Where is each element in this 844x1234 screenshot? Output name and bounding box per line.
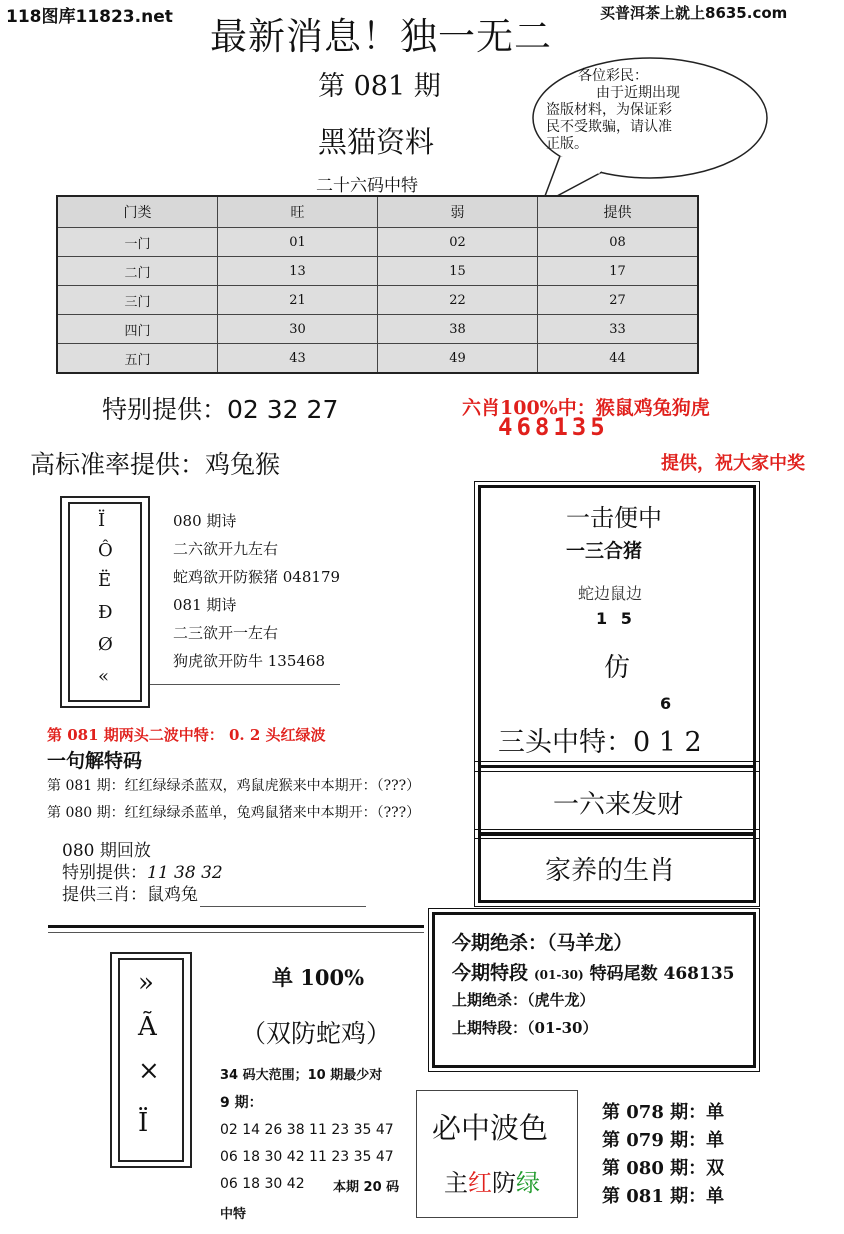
single-100: 单 100% bbox=[272, 965, 365, 990]
high-accuracy-line: 高标准率提供：鸡兔猴 bbox=[30, 450, 281, 479]
table-cell: 四门 bbox=[57, 315, 217, 344]
wave-subtitle bbox=[444, 1163, 540, 1198]
wave-red: 红 bbox=[468, 1169, 492, 1197]
poem-line: 二三欲开一左右 bbox=[173, 624, 279, 642]
issue-number: 第 081 期 bbox=[318, 71, 441, 102]
poem-line: 080 期诗 bbox=[173, 512, 237, 530]
range-tail: 本期 20 码 bbox=[333, 1180, 400, 1195]
col-header: 弱 bbox=[377, 196, 537, 228]
range-title: 34 码大范围；10 期最少对 bbox=[220, 1068, 383, 1083]
poem-line: 蛇鸡欲开防猴猪 048179 bbox=[173, 568, 341, 586]
number-table bbox=[56, 195, 699, 374]
kill-line: 上期绝杀：（虎牛龙） bbox=[452, 991, 595, 1009]
table-cell: 13 bbox=[217, 257, 377, 286]
issue-line: 第 081 期：红红绿绿杀蓝双，鸡鼠虎猴来中本期开：（???） bbox=[47, 778, 421, 794]
bubble-line: 由于近期出现 bbox=[596, 85, 680, 101]
three-heads-line: 三头中特：0 1 2 bbox=[498, 727, 702, 758]
table-cell: 二门 bbox=[57, 257, 217, 286]
poem-ornament-box bbox=[60, 496, 150, 708]
kill-segment-tail: 特码尾数 468135 bbox=[589, 964, 735, 984]
kill-segment-range: (01-30) bbox=[533, 968, 584, 982]
ornament-glyph: Ï bbox=[98, 510, 106, 531]
bubble-line: 各位彩民： bbox=[578, 68, 648, 84]
table-row bbox=[57, 228, 698, 257]
table-cell: 27 bbox=[537, 286, 698, 315]
red-note: 第 081 期两头二波中特： 0. 2 头红绿波 bbox=[47, 726, 326, 744]
table-cell: 17 bbox=[537, 257, 698, 286]
table-cell: 30 bbox=[217, 315, 377, 344]
ornament-glyph: Ô bbox=[98, 540, 113, 561]
ornament-glyph: Ð bbox=[98, 602, 113, 623]
one-sentence-title: 一句解特码 bbox=[47, 750, 143, 772]
headline: 最新消息！独一无二 bbox=[210, 15, 552, 58]
table-row bbox=[57, 257, 698, 286]
kill-segment-label: 今期特段 bbox=[452, 962, 529, 984]
table-cell: 01 bbox=[217, 228, 377, 257]
six-zodiac-line: 六肖100%中：猴鼠鸡兔狗虎 bbox=[462, 397, 710, 419]
divider bbox=[150, 684, 340, 685]
poem-line: 狗虎欲开防牛 135468 bbox=[173, 652, 326, 670]
poem-line: 二六欲开九左右 bbox=[173, 540, 279, 558]
replay-special-numbers: 11 38 32 bbox=[147, 863, 223, 883]
table-cell: 49 bbox=[377, 344, 537, 374]
history-line: 第 079 期：单 bbox=[602, 1130, 725, 1151]
ornament-inner bbox=[118, 958, 184, 1162]
site-url-right: 买普洱茶上就上8635.com bbox=[600, 4, 788, 22]
issue-line: 第 080 期：红红绿绿杀蓝单，兔鸡鼠猪来中本期开：（???） bbox=[47, 805, 421, 821]
kill-line: 今期绝杀：（马羊龙） bbox=[452, 932, 633, 954]
table-cell: 五门 bbox=[57, 344, 217, 374]
range-numbers: 02 14 26 38 11 23 35 47 bbox=[220, 1122, 394, 1138]
ornament-glyph: Ø bbox=[98, 634, 113, 655]
hit-side-text: 蛇边鼠边 bbox=[578, 584, 643, 603]
table-cell: 22 bbox=[377, 286, 537, 315]
table-cell: 一门 bbox=[57, 228, 217, 257]
hit-fang: 仿 bbox=[604, 653, 631, 683]
six-zodiac-numbers: 468135 bbox=[498, 413, 609, 441]
table-cell: 44 bbox=[537, 344, 698, 374]
divider bbox=[200, 906, 366, 907]
wish-line: 提供，祝大家中奖 bbox=[661, 453, 805, 474]
col-header: 门类 bbox=[57, 196, 217, 228]
history-line: 第 078 期：单 bbox=[602, 1102, 725, 1123]
table-row bbox=[57, 315, 698, 344]
replay-three-value: 鼠鸡兔 bbox=[147, 885, 198, 905]
table-header-row bbox=[57, 196, 698, 228]
range-numbers: 06 18 30 42 11 23 35 47 bbox=[220, 1149, 394, 1165]
hit-six: 6 bbox=[660, 694, 672, 713]
replay-special bbox=[62, 862, 223, 884]
page-subtitle: 黑猫资料 bbox=[318, 125, 435, 159]
bubble-line: 民不受欺骗，请认准 bbox=[546, 119, 672, 135]
wave-title: 必中波色 bbox=[432, 1111, 549, 1145]
col-header: 提供 bbox=[537, 196, 698, 228]
kill-line-segment bbox=[452, 958, 734, 985]
bubble-line: 盗版材料，为保证彩 bbox=[546, 102, 672, 118]
wave-main: 主 bbox=[444, 1169, 468, 1197]
table-cell: 08 bbox=[537, 228, 698, 257]
replay-three-label: 提供三肖： bbox=[62, 885, 147, 905]
ornament-glyph: Ï bbox=[138, 1108, 149, 1138]
phrase-text: 一六来发财 bbox=[553, 790, 684, 820]
table-cell: 三门 bbox=[57, 286, 217, 315]
table-row bbox=[57, 344, 698, 374]
kill-line: 上期特段：（01-30） bbox=[452, 1019, 598, 1037]
bubble-line: 正版。 bbox=[546, 136, 588, 152]
table-cell: 38 bbox=[377, 315, 537, 344]
wave-green: 绿 bbox=[516, 1169, 540, 1197]
hit-numbers: 1 5 bbox=[596, 609, 636, 628]
ornament-glyph: × bbox=[138, 1056, 160, 1086]
poem-ornament-inner bbox=[68, 502, 142, 702]
replay-special-label: 特别提供： bbox=[62, 863, 147, 883]
table-cell: 43 bbox=[217, 344, 377, 374]
ornament-glyph: Ã bbox=[138, 1012, 157, 1042]
table-caption: 二十六码中特 bbox=[316, 176, 418, 196]
hit-subtitle: 一三合猪 bbox=[566, 540, 643, 562]
replay-title: 080 期回放 bbox=[62, 841, 151, 861]
table-cell: 15 bbox=[377, 257, 537, 286]
history-line: 第 080 期：双 bbox=[602, 1158, 725, 1179]
double-guard: （双防蛇鸡） bbox=[241, 1019, 392, 1048]
ornament-glyph: « bbox=[98, 666, 110, 687]
phrase-text: 家养的生肖 bbox=[545, 856, 676, 886]
history-line: 第 081 期：单 bbox=[602, 1186, 725, 1207]
ornament-glyph: » bbox=[138, 968, 154, 998]
bubble-text bbox=[546, 68, 736, 153]
table-row bbox=[57, 286, 698, 315]
wave-fang: 防 bbox=[492, 1169, 516, 1197]
col-header: 旺 bbox=[217, 196, 377, 228]
special-label: 特别提供： bbox=[102, 395, 228, 424]
table-cell: 02 bbox=[377, 228, 537, 257]
ornament-glyph: Ë bbox=[98, 570, 112, 591]
poem-line: 081 期诗 bbox=[173, 596, 237, 614]
range-period: 9 期： bbox=[220, 1095, 263, 1111]
divider bbox=[48, 932, 424, 933]
range-numbers: 06 18 30 42 bbox=[220, 1176, 305, 1192]
table-cell: 33 bbox=[537, 315, 698, 344]
ornament-box bbox=[110, 952, 192, 1168]
special-numbers: 02 32 27 bbox=[227, 395, 339, 424]
range-last: 中特 bbox=[220, 1207, 247, 1222]
replay-three bbox=[62, 884, 198, 906]
divider bbox=[48, 925, 424, 928]
hit-title: 一击便中 bbox=[566, 504, 662, 532]
site-url-left: 118图库11823.net bbox=[6, 7, 173, 27]
table-cell: 21 bbox=[217, 286, 377, 315]
special-provide bbox=[102, 390, 338, 426]
